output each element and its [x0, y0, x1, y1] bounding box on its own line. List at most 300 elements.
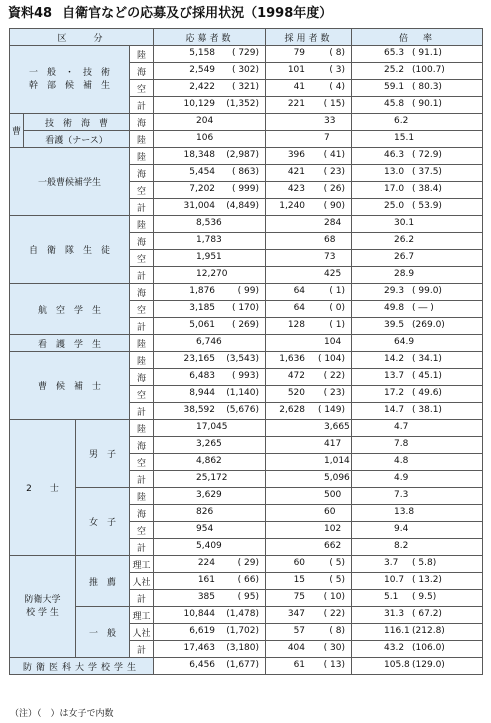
ratio-value: 17.0: [384, 184, 405, 194]
hired-value: 41: [293, 82, 306, 92]
applicants-value: 3,629: [196, 490, 222, 500]
ratio-women-value: (100.7): [412, 65, 445, 75]
cell-ratio: [352, 80, 483, 97]
applicants-value: 10,844: [183, 609, 216, 619]
table-row: [10, 335, 483, 352]
hired-value: 3,665: [324, 422, 350, 432]
cell-ratio: [352, 590, 483, 607]
applicants-value: 25,172: [196, 473, 228, 483]
cell-applicants: [154, 420, 266, 437]
cell-applicants: [154, 624, 266, 641]
applicants-women-value: ( 321): [231, 82, 260, 92]
row-group-label: 曹 候 補 士: [10, 352, 130, 420]
row-division: 海: [130, 233, 154, 250]
ratio-value: 6.2: [394, 116, 409, 126]
row-division: 空: [130, 386, 154, 403]
hired-value: 60: [324, 507, 336, 517]
hired-value: 520: [287, 388, 306, 398]
cell-applicants: [154, 556, 266, 573]
cell-ratio: [352, 437, 483, 454]
hired-value: 102: [324, 524, 342, 534]
applicants-women-value: (3,180): [226, 643, 260, 653]
ratio-value: 5.1: [384, 592, 399, 602]
header-applicants: 応募者数: [154, 29, 266, 46]
cell-applicants: [154, 318, 266, 335]
applicants-women-value: (2,987): [226, 150, 260, 160]
cell-hired: [266, 352, 352, 369]
applicants-value: 106: [196, 133, 214, 143]
cell-applicants: [154, 505, 266, 522]
cell-applicants: [154, 182, 266, 199]
row-division: 計: [130, 641, 154, 658]
cell-ratio: [352, 97, 483, 114]
hired-women-value: ( 41): [323, 150, 346, 160]
header-hired: 採用者数: [266, 29, 352, 46]
applicants-value: 17,045: [196, 422, 228, 432]
row-division: 空: [130, 250, 154, 267]
applicants-value: 161: [197, 575, 216, 585]
cell-ratio: [352, 233, 483, 250]
cell-ratio: [352, 216, 483, 233]
row-division: 陸: [130, 46, 154, 63]
hired-value: 61: [293, 660, 306, 670]
cell-ratio: [352, 114, 483, 131]
applicants-value: 10,129: [183, 99, 216, 109]
row-division: 陸: [130, 488, 154, 505]
row-group-label-line: 一 般 ・ 技 術: [28, 67, 110, 78]
cell-hired: [266, 573, 352, 590]
row-division: 計: [130, 318, 154, 335]
table-row: [10, 114, 483, 131]
hired-women-value: ( 90): [323, 201, 346, 211]
hired-women-value: ( 5): [329, 575, 346, 585]
ratio-women-value: (212.8): [412, 626, 445, 636]
ratio-value: 14.2: [384, 354, 405, 364]
hired-value: 75: [293, 592, 306, 602]
applicants-women-value: ( 66): [237, 575, 260, 585]
hired-value: 101: [287, 65, 306, 75]
applicants-women-value: ( 863): [231, 167, 260, 177]
cell-ratio: [352, 148, 483, 165]
row-division: 海: [130, 369, 154, 386]
row-group-label-line: 校 学 生: [26, 607, 59, 618]
cell-hired: [266, 97, 352, 114]
table-row: [10, 488, 483, 505]
applicants-value: 3,265: [196, 439, 222, 449]
ratio-value: 4.7: [394, 422, 409, 432]
cell-ratio: [352, 607, 483, 624]
row-division: 陸: [130, 216, 154, 233]
hired-women-value: ( 8): [329, 48, 346, 58]
applicants-women-value: (4,849): [226, 201, 260, 211]
row-group-label: [10, 46, 130, 114]
hired-value: 15: [293, 575, 306, 585]
hired-value: 662: [324, 541, 342, 551]
row-division: 陸: [130, 352, 154, 369]
row-division: 計: [130, 590, 154, 607]
ratio-women-value: ( 45.1): [412, 371, 442, 381]
cell-ratio: [352, 420, 483, 437]
hired-women-value: ( 23): [323, 388, 346, 398]
table-row: [10, 216, 483, 233]
cell-applicants: [154, 386, 266, 403]
cell-applicants: [154, 369, 266, 386]
row-division: 陸: [130, 148, 154, 165]
cell-hired: [266, 590, 352, 607]
ratio-women-value: ( 67.2): [412, 609, 442, 619]
hired-value: 128: [287, 320, 306, 330]
cell-ratio: [352, 199, 483, 216]
row-division: 陸: [130, 335, 154, 352]
row-division: 陸: [130, 420, 154, 437]
ratio-women-value: ( 72.9): [412, 150, 442, 160]
ratio-value: 26.7: [394, 252, 415, 262]
cell-ratio: [352, 369, 483, 386]
cell-hired: [266, 318, 352, 335]
applicants-women-value: (3,543): [226, 354, 260, 364]
table-row: [10, 556, 483, 573]
ratio-value: 28.9: [394, 269, 415, 279]
applicants-women-value: (1,478): [226, 609, 260, 619]
table-row: [10, 148, 483, 165]
ratio-value: 43.2: [384, 643, 405, 653]
cell-ratio: [352, 284, 483, 301]
applicants-value: 18,348: [183, 150, 216, 160]
hired-value: 347: [287, 609, 306, 619]
ratio-value: 15.1: [394, 133, 415, 143]
applicants-value: 8,536: [196, 218, 222, 228]
hired-value: 404: [287, 643, 306, 653]
row-group-label: 推 薦: [76, 556, 130, 607]
header-ratio: 倍 率: [352, 29, 483, 46]
ratio-value: 116.1: [384, 626, 410, 636]
table-row: [10, 607, 483, 624]
row-group-label: [10, 556, 76, 658]
header-row: [10, 29, 483, 46]
hired-value: 79: [293, 48, 306, 58]
cell-hired: [266, 488, 352, 505]
cell-applicants: [154, 352, 266, 369]
cell-applicants: [154, 250, 266, 267]
ratio-value: 17.2: [384, 388, 405, 398]
cell-hired: [266, 607, 352, 624]
ratio-value: 14.7: [384, 405, 405, 415]
table-row: [10, 352, 483, 369]
applicants-value: 6,483: [189, 371, 216, 381]
cell-hired: [266, 182, 352, 199]
cell-applicants: [154, 471, 266, 488]
cell-applicants: [154, 97, 266, 114]
cell-ratio: [352, 488, 483, 505]
row-group-label: 曹: [10, 114, 24, 148]
cell-ratio: [352, 641, 483, 658]
ratio-women-value: ( 38.4): [412, 184, 442, 194]
cell-applicants: [154, 267, 266, 284]
cell-hired: [266, 46, 352, 63]
row-group-label: 看 護 学 生: [10, 335, 130, 352]
ratio-women-value: ( 5.8): [412, 558, 437, 568]
cell-ratio: [352, 386, 483, 403]
cell-ratio: [352, 624, 483, 641]
cell-hired: [266, 556, 352, 573]
applicants-value: 5,409: [196, 541, 222, 551]
ratio-women-value: ( 34.1): [412, 354, 442, 364]
row-division: 理工: [130, 556, 154, 573]
cell-ratio: [352, 403, 483, 420]
ratio-value: 7.8: [394, 439, 409, 449]
ratio-value: 3.7: [384, 558, 399, 568]
cell-applicants: [154, 539, 266, 556]
cell-hired: [266, 250, 352, 267]
hired-value: 60: [293, 558, 306, 568]
row-division: 海: [130, 114, 154, 131]
row-division: 海: [130, 505, 154, 522]
ratio-value: 25.0: [384, 201, 405, 211]
row-division: 計: [130, 403, 154, 420]
cell-ratio: [352, 556, 483, 573]
cell-hired: [266, 369, 352, 386]
cell-ratio: [352, 318, 483, 335]
applicants-women-value: ( 99): [237, 286, 260, 296]
cell-applicants: [154, 199, 266, 216]
hired-women-value: ( 13): [323, 660, 346, 670]
hired-women-value: ( 23): [323, 167, 346, 177]
hired-value: 7: [324, 133, 330, 143]
applicants-value: 5,061: [189, 320, 216, 330]
ratio-value: 7.3: [394, 490, 409, 500]
hired-value: 1,014: [324, 456, 350, 466]
hired-women-value: ( 3): [329, 65, 346, 75]
applicants-value: 7,202: [189, 184, 216, 194]
cell-ratio: [352, 658, 483, 675]
cell-applicants: [154, 165, 266, 182]
hired-value: 33: [324, 116, 336, 126]
applicants-value: 204: [196, 116, 214, 126]
row-division: 空: [130, 454, 154, 471]
row-division: 計: [130, 267, 154, 284]
hired-value: 5,096: [324, 473, 350, 483]
applicants-women-value: (1,702): [226, 626, 260, 636]
cell-applicants: [154, 658, 266, 675]
row-group-label: 看護（ナース）: [24, 131, 130, 148]
hired-women-value: ( 0): [329, 303, 346, 313]
row-division: 海: [130, 63, 154, 80]
cell-hired: [266, 335, 352, 352]
ratio-value: 65.3: [384, 48, 405, 58]
cell-hired: [266, 301, 352, 318]
cell-hired: [266, 624, 352, 641]
cell-ratio: [352, 352, 483, 369]
cell-applicants: [154, 46, 266, 63]
row-division: 海: [130, 437, 154, 454]
hired-value: 104: [324, 337, 342, 347]
table-row: [10, 46, 483, 63]
ratio-value: 45.8: [384, 99, 405, 109]
cell-ratio: [352, 165, 483, 182]
cell-applicants: [154, 301, 266, 318]
row-group-label: 一般曹候補学生: [10, 148, 130, 216]
applicants-value: 224: [197, 558, 216, 568]
cell-ratio: [352, 454, 483, 471]
row-group-label: 自 衛 隊 生 徒: [10, 216, 130, 284]
hired-women-value: ( 149): [317, 405, 346, 415]
hired-women-value: ( 1): [329, 286, 346, 296]
hired-women-value: ( 22): [323, 371, 346, 381]
cell-hired: [266, 114, 352, 131]
applicants-value: 385: [197, 592, 216, 602]
applicants-value: 6,619: [189, 626, 216, 636]
applicants-value: 6,746: [196, 337, 222, 347]
applicants-value: 23,165: [183, 354, 216, 364]
cell-ratio: [352, 539, 483, 556]
row-division: 理工: [130, 607, 154, 624]
cell-ratio: [352, 182, 483, 199]
cell-ratio: [352, 63, 483, 80]
ratio-women-value: ( 9.5): [412, 592, 437, 602]
ratio-women-value: ( 38.1): [412, 405, 442, 415]
cell-hired: [266, 131, 352, 148]
row-division: 人社: [130, 624, 154, 641]
ratio-value: 13.8: [394, 507, 415, 517]
ratio-value: 10.7: [384, 575, 405, 585]
ratio-value: 13.7: [384, 371, 405, 381]
cell-hired: [266, 148, 352, 165]
row-division: 人社: [130, 573, 154, 590]
title-number: 資料48: [8, 6, 53, 21]
table-row: [10, 658, 483, 675]
hired-value: 64: [293, 286, 306, 296]
row-division: 計: [130, 199, 154, 216]
row-group-label: 航 空 学 生: [10, 284, 130, 335]
applicants-women-value: (5,676): [226, 405, 260, 415]
applicants-women-value: ( 170): [231, 303, 260, 313]
cell-hired: [266, 505, 352, 522]
cell-applicants: [154, 641, 266, 658]
applicants-women-value: ( 95): [237, 592, 260, 602]
cell-hired: [266, 522, 352, 539]
cell-ratio: [352, 522, 483, 539]
row-division: 空: [130, 522, 154, 539]
hired-value: 73: [324, 252, 336, 262]
row-division: 空: [130, 301, 154, 318]
table-row: [10, 420, 483, 437]
hired-women-value: ( 26): [323, 184, 346, 194]
hired-women-value: ( 104): [317, 354, 346, 364]
hired-women-value: ( 4): [329, 82, 346, 92]
hired-value: 221: [287, 99, 306, 109]
table-row: [10, 284, 483, 301]
hired-women-value: ( 1): [329, 320, 346, 330]
cell-ratio: [352, 573, 483, 590]
row-division: 陸: [130, 131, 154, 148]
ratio-value: 25.2: [384, 65, 405, 75]
ratio-women-value: (269.0): [412, 320, 445, 330]
applicants-value: 954: [196, 524, 214, 534]
applicants-value: 2,549: [189, 65, 216, 75]
cell-hired: [266, 284, 352, 301]
cell-applicants: [154, 573, 266, 590]
cell-hired: [266, 471, 352, 488]
ratio-value: 105.8: [384, 660, 410, 670]
cell-ratio: [352, 505, 483, 522]
cell-hired: [266, 437, 352, 454]
row-division: 空: [130, 182, 154, 199]
ratio-women-value: ( ― ): [412, 303, 434, 313]
row-group-label: 技 術 海 曹: [24, 114, 130, 131]
hired-value: 1,240: [279, 201, 306, 211]
ratio-value: 9.4: [394, 524, 409, 534]
hired-value: 57: [293, 626, 306, 636]
ratio-women-value: ( 91.1): [412, 48, 442, 58]
cell-ratio: [352, 301, 483, 318]
applicants-value: 3,185: [189, 303, 216, 313]
ratio-value: 29.3: [384, 286, 405, 296]
ratio-value: 49.8: [384, 303, 405, 313]
hired-women-value: ( 10): [323, 592, 346, 602]
cell-applicants: [154, 335, 266, 352]
hired-value: 68: [324, 235, 336, 245]
ratio-value: 31.3: [384, 609, 405, 619]
cell-hired: [266, 199, 352, 216]
applicants-value: 31,004: [183, 201, 216, 211]
row-group-label-line: 幹 部 候 補 生: [28, 80, 110, 91]
hired-women-value: ( 5): [329, 558, 346, 568]
applicants-value: 6,456: [189, 660, 216, 670]
applicants-value: 2,422: [189, 82, 216, 92]
ratio-women-value: ( 90.1): [412, 99, 442, 109]
title-text: 自衛官などの応募及び採用状況（1998年度）: [62, 6, 333, 21]
hired-value: 472: [287, 371, 306, 381]
cell-hired: [266, 641, 352, 658]
cell-ratio: [352, 267, 483, 284]
cell-ratio: [352, 46, 483, 63]
hired-women-value: ( 22): [323, 609, 346, 619]
cell-hired: [266, 216, 352, 233]
cell-ratio: [352, 131, 483, 148]
cell-ratio: [352, 250, 483, 267]
applicants-women-value: ( 302): [231, 65, 260, 75]
ratio-women-value: ( 99.0): [412, 286, 442, 296]
cell-applicants: [154, 131, 266, 148]
applicants-value: 1,876: [189, 286, 216, 296]
row-division: 計: [130, 97, 154, 114]
row-group-label: 2 士: [10, 420, 76, 556]
applicants-value: 4,862: [196, 456, 222, 466]
row-division: 空: [130, 80, 154, 97]
recruitment-table: [9, 28, 483, 675]
cell-hired: [266, 63, 352, 80]
ratio-value: 30.1: [394, 218, 415, 228]
ratio-women-value: ( 80.3): [412, 82, 442, 92]
ratio-women-value: ( 37.5): [412, 167, 442, 177]
ratio-women-value: (106.0): [412, 643, 445, 653]
cell-applicants: [154, 454, 266, 471]
footnote: （注）（ ）は女子で内数: [10, 709, 114, 719]
cell-applicants: [154, 216, 266, 233]
applicants-women-value: ( 29): [237, 558, 260, 568]
cell-applicants: [154, 114, 266, 131]
applicants-value: 17,463: [183, 643, 216, 653]
cell-hired: [266, 420, 352, 437]
cell-hired: [266, 539, 352, 556]
row-group-label: 防衛医科大学校学生: [10, 658, 154, 675]
row-division: 計: [130, 471, 154, 488]
hired-value: 2,628: [279, 405, 306, 415]
cell-ratio: [352, 471, 483, 488]
cell-applicants: [154, 437, 266, 454]
cell-hired: [266, 386, 352, 403]
hired-value: 284: [324, 218, 342, 228]
